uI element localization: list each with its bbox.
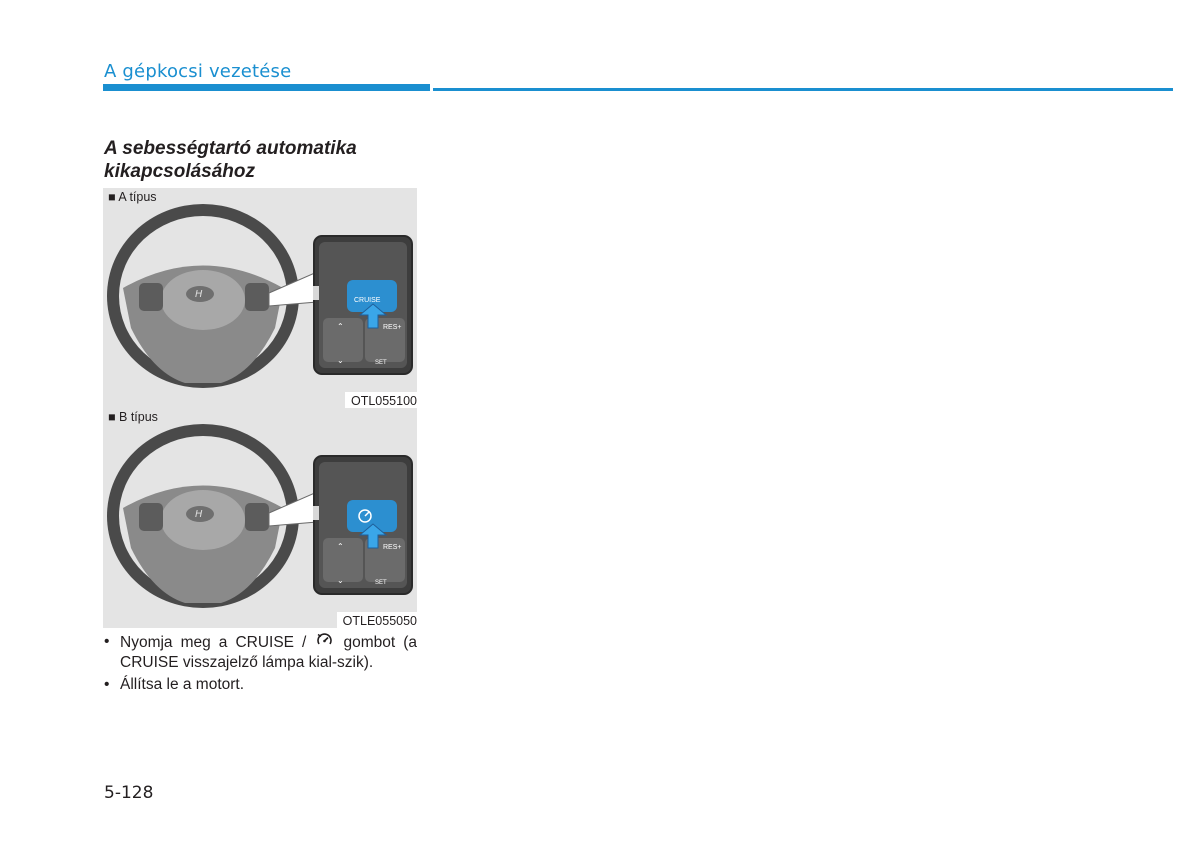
res-label-b: RES+: [383, 544, 402, 551]
cruise-speedometer-icon: [316, 632, 333, 649]
header-title: A gépkocsi vezetése: [104, 61, 292, 82]
steering-wheel-illustration-a: [103, 188, 417, 408]
svg-text:⌄: ⌄: [337, 576, 344, 585]
figure-a: [103, 188, 417, 408]
list-item-1-before: Nyomja meg a CRUISE /: [120, 634, 307, 651]
figure-b: [103, 408, 417, 628]
list-item: [104, 632, 417, 673]
list-item-1-after: gombot (a CRUISE visszajelző lámpa kial-szik).: [120, 634, 417, 671]
svg-text:H: H: [195, 509, 203, 520]
figure-b-label: ■ B típus: [108, 410, 158, 424]
header-rule-thin: [433, 88, 1173, 91]
figure-b-code: OTLE055050: [337, 612, 417, 628]
header-rule-thick: [103, 84, 430, 91]
instruction-list: [104, 632, 417, 697]
set-label-a: SET: [375, 360, 387, 366]
res-label-a: RES+: [383, 324, 402, 331]
figure-a-code: OTL055100: [345, 392, 417, 408]
lane-icon-a: [313, 286, 319, 300]
svg-text:H: H: [195, 289, 203, 300]
cruise-button-a-label: CRUISE: [354, 297, 381, 304]
section-title: A sebességtartó automatika kikapcsolásához: [104, 138, 357, 182]
page-number: 5-128: [104, 783, 154, 803]
svg-text:⌄: ⌄: [337, 356, 344, 365]
steering-wheel-illustration-b: [103, 408, 417, 628]
svg-text:⌃: ⌃: [337, 542, 344, 551]
figure-a-label: ■ A típus: [108, 190, 157, 204]
list-item: [104, 675, 417, 695]
svg-text:⌃: ⌃: [337, 322, 344, 331]
set-label-b: SET: [375, 580, 387, 586]
list-item-2: Állítsa le a motort.: [120, 676, 245, 693]
lane-icon-b: [313, 506, 319, 520]
